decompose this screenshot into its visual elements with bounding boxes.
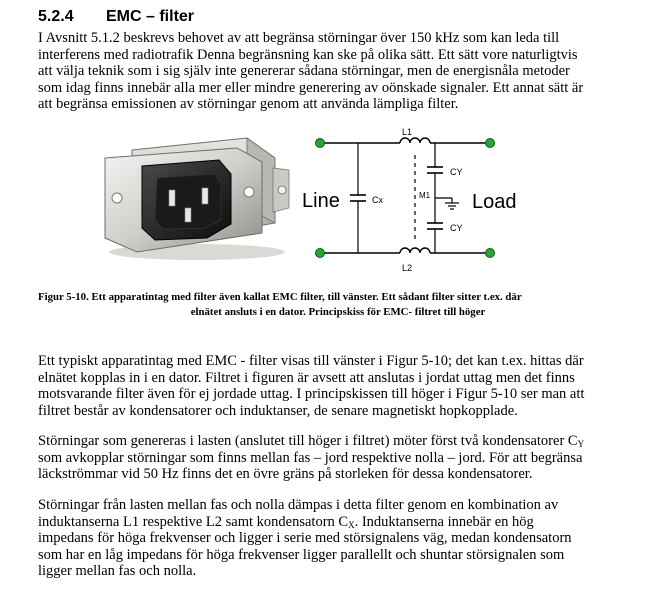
- paragraph-4: [38, 497, 638, 580]
- text-line: Störningar som genereras i lasten (anslutet till höger i filtret) möter först två kondensatorer $C_Y$: [38, 433, 585, 449]
- text-line: elnätet kopplas in i en dator. Filtret i figuren är avsett att anslutas i jordat uttag men det finns: [38, 369, 575, 386]
- section-number: 5.2.4: [38, 8, 74, 25]
- text-line: filtret består av kondensatorer och induktanser, de senare magnetiskt hopkopplade.: [38, 402, 518, 419]
- paragraph-3: [38, 433, 638, 483]
- text-line: att välja teknik som i sig själv inte genererar sådana störningar, men de energisnåla metoder: [38, 63, 570, 80]
- label-cy-bottom: CY: [450, 223, 463, 233]
- text-line: induktanserna L1 respektive L2 samt kondensatorn $C_X$. Induktanserna innebär en hög: [38, 513, 534, 530]
- text-line: motsvarande filter även för ej jordade uttag. I principskissen till höger i Figur 5-10 ser man att: [38, 386, 585, 403]
- text-line: I Avsnitt 5.1.2 beskrevs behovet av att begränsa störningar över 150 kHz som kan leda till: [38, 30, 560, 46]
- text-line: Ett typiskt apparatintag med EMC - filter visas till vänster i Figur 5-10; det kan t.ex. hittas där: [38, 353, 584, 369]
- paragraph-2: [38, 353, 638, 419]
- text-line: som idag finns innebär alla mer eller mindre generering av oönskade signaler. Ett annat sätt är: [38, 79, 584, 96]
- section-title: EMC – filter: [106, 8, 195, 25]
- text-line: läckströmmar vid 50 Hz finns det en övre gräns på storleken för dessa kondensatorer.: [38, 466, 533, 483]
- caption-line: elnätet ansluts i en dator. Principskiss för EMC- filtret till höger: [190, 306, 486, 318]
- label-l2: L2: [402, 263, 413, 273]
- emc-filter-photo: [97, 128, 292, 264]
- text-line: ligger mellan fas och nolla.: [38, 563, 197, 580]
- text-line: Störningar från lasten mellan fas och nolla dämpas i detta filter genom en kombination av: [38, 497, 559, 513]
- intro-paragraph: [38, 30, 638, 113]
- label-m1: M1: [419, 191, 431, 200]
- text-line: som avkopplar störningar som finns mellan fas – jord respektive nolla – jord. För att begränsa: [38, 449, 583, 466]
- text-line: att begränsa emissionen av störningar genom att använda lämpliga filter.: [38, 96, 459, 113]
- label-cy-top: CY: [450, 167, 463, 177]
- label-l1: L1: [402, 127, 413, 137]
- label-line: Line: [302, 190, 340, 212]
- text-line: som har en låg impedans för höga frekvenser ligger parallellt och shuntar störsignalen som: [38, 546, 565, 563]
- text-line: interferens med radiotrafik Denna begränsning kan ske på olika sätt. Ett sätt vore naturligtvis: [38, 46, 578, 63]
- section-heading: [38, 8, 195, 26]
- label-cx: Cx: [372, 195, 383, 205]
- text-line: impedans för höga frekvenser och ligger i serie med störsignalens väg, medan kondensatorn: [38, 530, 572, 547]
- caption-line: Figur 5-10. Ett apparatintag med filter även kallat EMC filter, till vänster. Ett sådant filter sitter t.ex. där: [38, 291, 522, 303]
- label-load: Load: [472, 191, 517, 213]
- emc-filter-schematic: [300, 125, 530, 275]
- figure-caption: [38, 290, 638, 320]
